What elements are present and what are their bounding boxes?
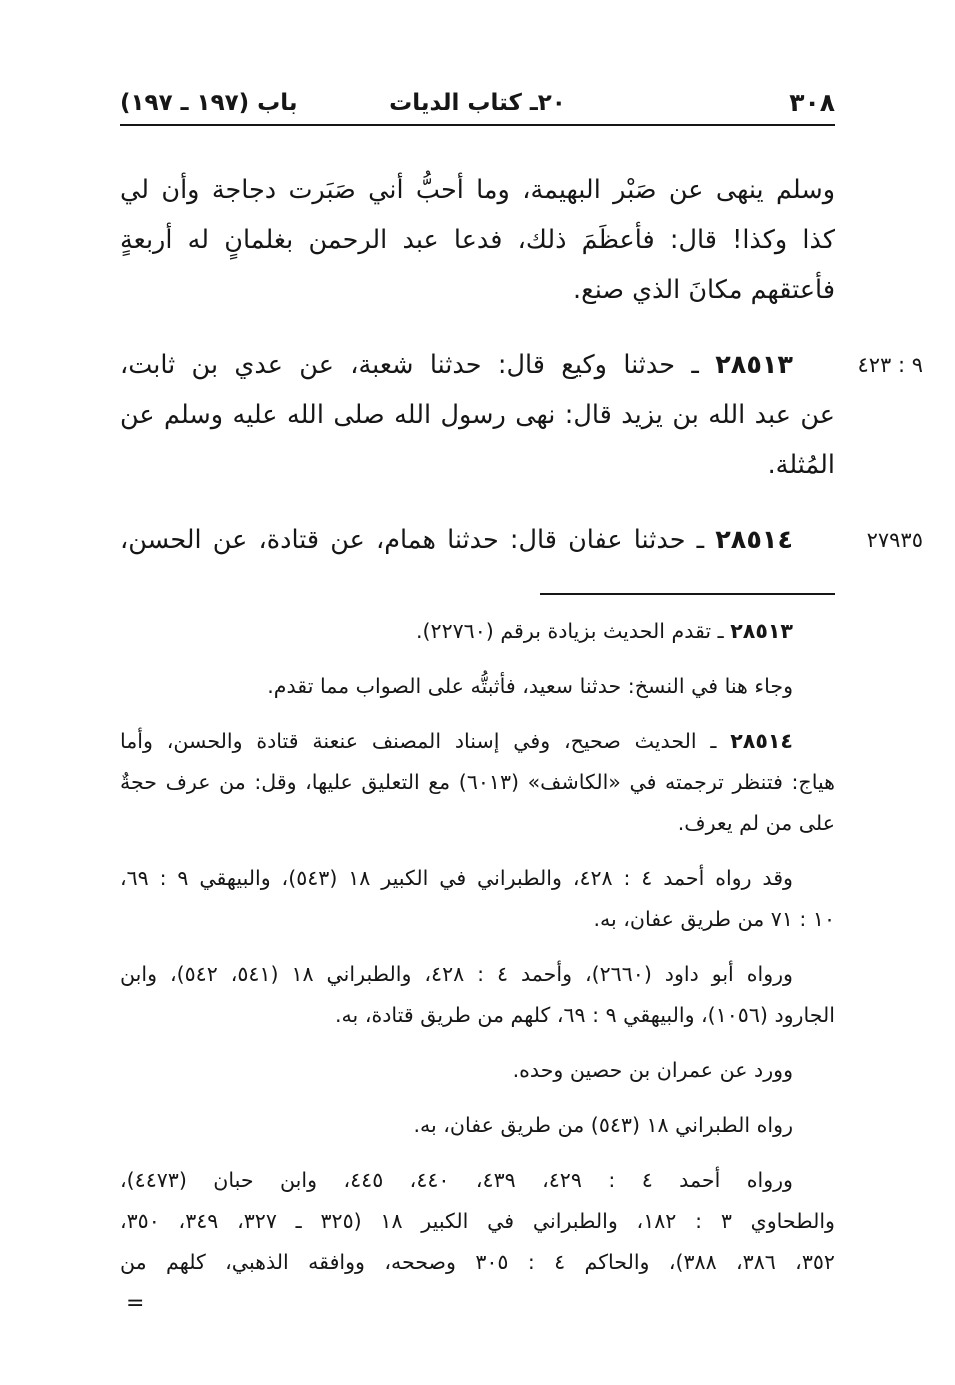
- body-line: المُثلة.: [767, 450, 835, 480]
- footnote: [120, 1050, 835, 1091]
- footnote-separator: [540, 593, 835, 595]
- paragraph: [120, 165, 835, 315]
- running-header: [120, 83, 835, 123]
- footnote-line: ١٠ : ٧١ من طريق عفان، به.: [593, 907, 835, 931]
- hadith-paragraph: [120, 515, 923, 565]
- footnote: [120, 666, 835, 707]
- body-line: [120, 340, 835, 390]
- footnote-hadith-number: ٢٨٥١٣: [730, 619, 793, 643]
- footnote-line: وقد رواه أحمد ٤ : ٤٢٨، والطبراني في الكبير ١٨ (٥٤٣)، والبيهقي ٩ : ٦٩،: [120, 866, 793, 890]
- footnote: [120, 721, 835, 844]
- margin-reference: ٢٧٩٣٥: [866, 528, 923, 552]
- page-number: ٣٠٨: [789, 88, 835, 117]
- body-line: فأعتقهم مكانَ الذي صنع.: [573, 275, 835, 305]
- footnote-line: وورد عن عمران بن حصين وحده.: [512, 1058, 793, 1082]
- footnote-line: [120, 611, 835, 652]
- margin-reference: ٩ : ٤٢٣: [857, 353, 923, 377]
- body-line: [120, 515, 835, 565]
- footnote-line: على من لم يعرف.: [677, 811, 835, 835]
- footnote-line: [120, 721, 835, 762]
- footnote-line: وجاء هنا في النسخ: حدثنا سعيد، فأثبتُّه على الصواب مما تقدم.: [267, 674, 793, 698]
- footnote: [120, 858, 835, 940]
- hadith-paragraph: [120, 340, 923, 490]
- footnote-line: الجارود (١٠٥٦)، والبيهقي ٩ : ٦٩، كلهم من طريق قتادة، به.: [335, 1003, 835, 1027]
- footnote: [120, 954, 835, 1036]
- body-line: عن عبد الله بن يزيد قال: نهى رسول الله صلى الله عليه وسلم عن: [120, 400, 835, 430]
- footnote-line: ٣٥٢، ٣٨٦، ٣٨٨)، والحاكم ٤ : ٣٠٥ وصححه، ووافقه الذهبي، كلهم من: [120, 1250, 835, 1274]
- footnote: [120, 611, 835, 652]
- body-line-text: ـ حدثنا عفان قال: حدثنا همام، عن قتادة، عن الحسن،: [120, 525, 705, 555]
- hadith-number: ٢٨٥١٤: [715, 525, 793, 555]
- footnote-line: رواه الطبراني ١٨ (٥٤٣) من طريق عفان، به.: [413, 1113, 793, 1137]
- footnote-line: ورواه أبو داود (٢٦٦٠)، وأحمد ٤ : ٤٢٨، والطبراني ١٨ (٥٤١، ٥٤٢)، وابن: [120, 962, 793, 986]
- running-title: ٢٠ـ كتاب الديات: [389, 90, 566, 116]
- footnote-line: ورواه أحمد ٤ : ٤٢٩، ٤٣٩، ٤٤٠، ٤٤٥، وابن حبان (٤٤٧٣)،: [120, 1168, 793, 1192]
- body-line: وسلم ينهى عن صَبْر البهيمة، وما أحبُّ أني صَبَرت دجاجة وأن لي: [120, 175, 835, 205]
- body-line: كذا وكذا! قال: فأعظَمَ ذلك، فدعا عبد الرحمن بغلمانٍ له أربعةٍ: [120, 225, 835, 255]
- footnote-line: هياج: فتنظر ترجمته في «الكاشف» (٦٠١٣) مع التعليق عليها، وقل: من عرف حجةٌ: [120, 770, 836, 794]
- footnote-line-text: ـ الحديث صحيح، وفي إسناد المصنف عنعنة قتادة والحسن، وأما: [120, 729, 717, 753]
- footnote-hadith-number: ٢٨٥١٤: [730, 729, 793, 753]
- footnotes: [120, 611, 835, 1324]
- hadith-number: ٢٨٥١٣: [715, 350, 793, 380]
- header-rule: [120, 124, 835, 126]
- continuation-mark: =: [126, 1291, 145, 1316]
- footnote-line: والطحاوي ٣ : ١٨٢، والطبراني في الكبير ١٨ (٣٢٥ ـ ٣٢٧، ٣٤٩، ٣٥٠،: [120, 1209, 835, 1233]
- footnote-line-text: ـ تقدم الحديث بزيادة برقم (٢٢٧٦٠).: [415, 619, 724, 643]
- footnote: [120, 1160, 835, 1283]
- body-line-text: ـ حدثنا وكيع قال: حدثنا شعبة، عن عدي بن ثابت،: [120, 350, 699, 380]
- footnote: [120, 1105, 835, 1146]
- chapter-label: باب (١٩٧ ـ ١٩٧): [120, 90, 298, 116]
- main-text: [120, 165, 923, 565]
